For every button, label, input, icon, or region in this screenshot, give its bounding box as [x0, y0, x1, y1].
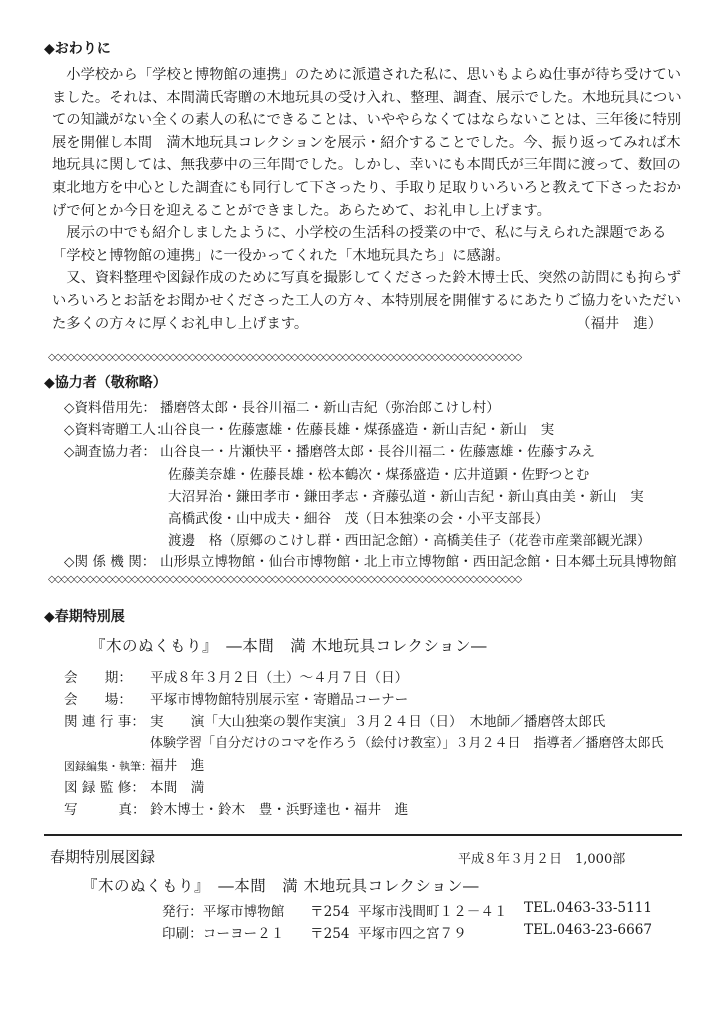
closing-line: いろいろとお話をお聞かせくださった工人の方々、本特別展を開催するにあたりご協力をいただい [52, 292, 682, 309]
period-row [64, 666, 408, 686]
publisher-tel: TEL.0463-33-5111 [524, 900, 653, 916]
closing-line: 「学校と博物館の連携」に一役かってくれた「木地玩具たち」に感謝。 [52, 247, 510, 264]
publisher-address: 平塚市浅間町１２－４１ [358, 904, 508, 920]
closing-line: 展を開催し本間 満木地玩具コレクションを展示・紹介することでした。今、振り返ってみれば木 [52, 134, 681, 151]
donor-label: ◇資料寄贈工人： [64, 422, 170, 438]
closing-line: 東北地方を中心とした調査にも同行して下さったり、手取り足取りいろいろと教えて下さったおか [52, 179, 682, 196]
institution-value: 山形県立博物館・仙台市博物館・北上市立博物館・西田記念館・日本郷土玩具博物館 [160, 554, 677, 570]
publisher-zip: 〒254 [310, 904, 350, 920]
closing-line: ての知識がない全くの素人の私にできることは、いややらなくてはならないことは、三年後に特別 [52, 112, 682, 129]
events-row [64, 710, 605, 730]
venue-value: 平塚市博物館特別展示室・寄贈品コーナー [150, 692, 409, 708]
lender-value: 播磨啓太郎・長谷川福二・新山吉紀（弥治郎こけし村） [160, 400, 500, 416]
closing-line: ました。それは、本間満氏寄贈の木地玩具の受け入れ、整理、調査、展示でした。木地玩具につい [52, 89, 682, 106]
period-label: 会 期： [64, 670, 132, 686]
research-value: 佐藤美奈雄・佐藤長雄・松本鶴次・煤孫盛造・広井道顕・佐野つとむ [168, 467, 590, 483]
diamond-divider: ◇◇◇◇◇◇◇◇◇◇◇◇◇◇◇◇◇◇◇◇◇◇◇◇◇◇◇◇◇◇◇◇◇◇◇◇◇◇◇◇◇◇◇◇◇◇◇◇◇◇◇◇◇◇◇◇◇◇◇◇◇◇◇◇◇◇◇◇◇◇◇◇◇◇ [48, 574, 521, 585]
supervisor-value: 本間 満 [150, 780, 205, 796]
printer-address: 平塚市四之宮７９ [358, 926, 467, 942]
editor-row [64, 754, 204, 774]
closing-line: げで何とか今日を迎えることができました。あらためて、お礼申し上げます。 [52, 202, 551, 219]
catalog-date: 平成８年３月２日 1,000部 [458, 852, 626, 867]
cooperators-heading: ◆協力者（敬称略） [44, 375, 167, 391]
event-value: 体験学習「自分だけのコマを作ろう（絵付け教室）」３月２４日 指導者／播磨啓太郎氏 [150, 736, 664, 751]
colophon-rule [44, 834, 682, 836]
editor-value: 福井 進 [150, 758, 205, 774]
closing-line: 地玩具に関しては、無我夢中の三年間でした。しかし、幸いにも本間氏が三年間に渡って、数回の [52, 157, 681, 174]
closing-line: た多くの方々に厚くお礼申し上げます。 [52, 315, 309, 332]
printer-zip: 〒254 [310, 926, 350, 942]
photo-value: 鈴木博士・鈴木 豊・浜野達也・福井 進 [150, 802, 409, 818]
events-label: 関 連 行 事： [64, 714, 145, 730]
closing-line: 展示の中でも紹介しましたように、小学校の生活科の授業の中で、私に与えられた課題である [52, 225, 667, 242]
publisher-label: 発行：平塚市博物館 [162, 904, 285, 920]
research-row [64, 441, 595, 463]
donor-value: 山谷良一・佐藤憲雄・佐藤長雄・煤孫盛造・新山吉紀・新山 実 [160, 422, 555, 438]
research-value: 山谷良一・片瀬快平・播磨啓太郎・長谷川福二・佐藤憲雄・佐藤すみえ [160, 444, 595, 460]
venue-row [64, 688, 408, 708]
exhibition-heading: ◆春期特別展 [44, 609, 125, 625]
institution-label: ◇関 係 機 関： [64, 554, 156, 570]
research-value: 渡邊 格（原郷のこけし群・西田記念館）・高橋美佳子（花巻市産業部観光課） [168, 533, 651, 549]
photo-label: 写 真： [64, 802, 146, 818]
institution-row [64, 551, 677, 573]
research-value: 大沼昇治・鎌田孝市・鎌田孝志・斉藤弘道・新山吉紀・新山真由美・新山 実 [168, 489, 644, 505]
exhibition-title: 『木のぬくもり』 ―本間 満 木地玩具コレクション― [90, 637, 488, 655]
period-value: 平成８年３月２日（土）～４月７日（日） [150, 670, 409, 686]
closing-line: 小学校から「学校と博物館の連携」のために派遣された私に、思いもよらぬ仕事が待ち受けてい [52, 67, 682, 83]
donor-row [64, 419, 554, 441]
closing-heading: ◆おわりに [44, 41, 111, 57]
lender-label: ◇資料借用先： [64, 400, 157, 416]
closing-line: 又、資料整理や図録作成のために写真を撮影してくださった鈴木博士氏、突然の訪問にも拘らず [52, 270, 682, 287]
diamond-divider: ◇◇◇◇◇◇◇◇◇◇◇◇◇◇◇◇◇◇◇◇◇◇◇◇◇◇◇◇◇◇◇◇◇◇◇◇◇◇◇◇◇◇◇◇◇◇◇◇◇◇◇◇◇◇◇◇◇◇◇◇◇◇◇◇◇◇◇◇◇◇◇◇◇◇ [48, 352, 521, 363]
catalog-title: 春期特別展図録 [50, 848, 156, 866]
closing-body [52, 64, 692, 335]
photo-row [64, 798, 408, 818]
lender-row [64, 397, 500, 419]
printer-tel: TEL.0463-23-6667 [524, 922, 653, 938]
closing-signature: （福井 進） [576, 315, 662, 332]
supervisor-row [64, 776, 204, 796]
catalog-subtitle: 『木のぬくもり』 ―本間 満 木地玩具コレクション― [82, 877, 480, 895]
editor-label: 図録編集・執筆： [64, 760, 152, 773]
venue-label: 会 場： [64, 692, 132, 708]
event-value: 実 演「大山独楽の製作実演」３月２４日（日） 木地師／播磨啓太郎氏 [150, 714, 606, 730]
research-label: ◇調査協力者： [64, 444, 157, 460]
printer-label: 印刷：コーヨー２１ [162, 926, 285, 942]
supervisor-label: 図 録 監 修： [64, 780, 145, 796]
research-value: 高橋武俊・山中成夫・細谷 茂（日本独楽の会・小平支部長） [168, 511, 549, 527]
